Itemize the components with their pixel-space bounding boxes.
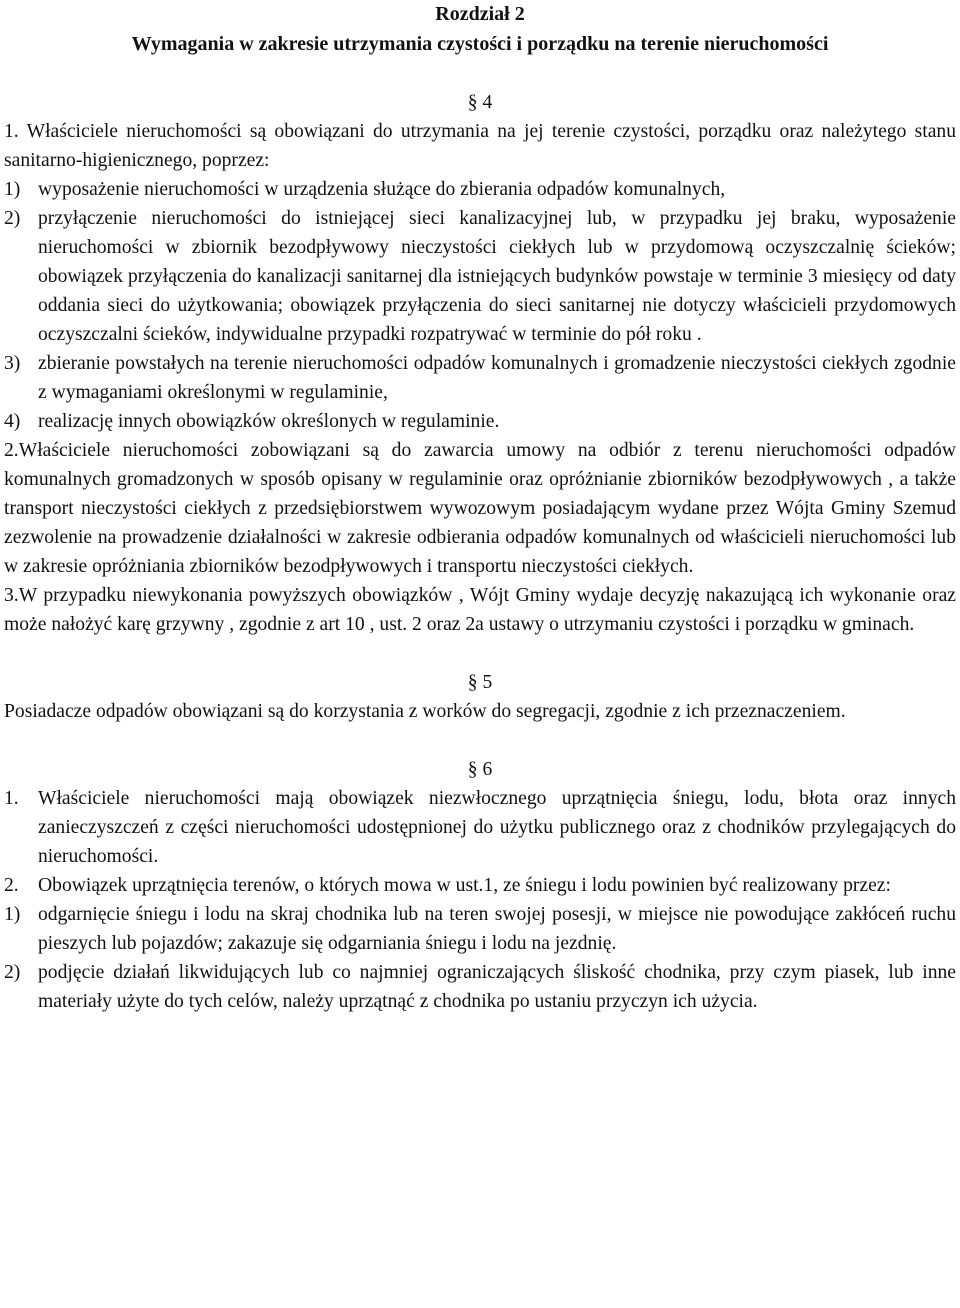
section-4-paragraph-2: 2.Właściciele nieruchomości zobowiązani są do zawarcia umowy na odbiór z terenu nieruchomości odpadów komunalnych gromadzonych w sposób opisany w regulaminie oraz opróżnianie zbiorników bezodpływowych , a także transport nieczystości ciekłych z przedsiębiorstwem wywozowym posiadającym wydane przez Wójta Gminy Szemud zezwolenie na prowadzenie działalności w zakresie odbierania odpadów komunalnych od właścicieli nieruchomości lub w zakresie opróżniania zbiorników bezodpływowych i transportu nieczystości ciekłych. [4, 440, 956, 577]
list-item-text: podjęcie działań likwidujących lub co najmniej ograniczających śliskość chodnika, przy czym piasek, lub inne materiały użyte do tych celów, należy uprzątnąć z chodnika po ustaniu przyczyn ich użycia. [38, 962, 956, 1012]
paragraph-text: Obowiązek uprzątnięcia terenów, o których mowa w ust.1, ze śniegu i lodu powinien być realizowany przez: [38, 875, 891, 896]
section-4-list-item [4, 349, 956, 407]
list-item-number: 2) [4, 962, 21, 983]
section-4-list-item [4, 407, 956, 436]
chapter-subtitle: Wymagania w zakresie utrzymania czystości i porządku na terenie nieruchomości [131, 33, 829, 55]
paragraph-number: 2. [4, 875, 19, 896]
list-item-number: 1) [4, 179, 21, 200]
list-item-number: 3) [4, 353, 21, 374]
list-item-text: przyłączenie nieruchomości do istniejącej sieci kanalizacyjnej lub, w przypadku jej braku, wyposażenie nieruchomości w zbiornik bezodpływowy nieczystości ciekłych lub w przydomową oczyszczalnię ścieków; obowiązek przyłączenia do kanalizacji sanitarnej dla istniejących budynków powstaje w terminie 3 miesięcy od daty oddania sieci do użytkowania; obowiązek przyłączenia do sieci sanitarnej nie dotyczy właścicieli przydomowych oczyszczalni ścieków, indywidualne przypadki rozpatrywać w terminie do pół roku . [38, 208, 956, 345]
spacer [4, 59, 956, 88]
section-4-number: § 4 [467, 92, 493, 113]
document-page [4, 0, 956, 1016]
section-6-list-item [4, 900, 956, 958]
section-6-paragraph-1 [4, 784, 956, 871]
section-6-paragraph-2 [4, 871, 956, 900]
section-5-text: Posiadacze odpadów obowiązani są do korzystania z worków do segregacji, zgodnie z ich przeznaczeniem. [4, 701, 846, 722]
section-4-list-item [4, 175, 956, 204]
list-item-number: 2) [4, 208, 21, 229]
section-4-paragraph-1-intro: 1. Właściciele nieruchomości są obowiązani do utrzymania na jej terenie czystości, porządku oraz należytego stanu sanitarno-higienicznego, poprzez: [4, 121, 956, 171]
chapter-title: Rozdział 2 [435, 3, 525, 25]
list-item-text: zbieranie powstałych na terenie nieruchomości odpadów komunalnych i gromadzenie nieczystości ciekłych zgodnie z wymaganiami określonymi w regulaminie, [38, 353, 956, 403]
paragraph-text: Właściciele nieruchomości mają obowiązek niezwłocznego uprzątnięcia śniegu, lodu, błota oraz innych zanieczyszczeń z części nieruchomości udostępnionej do użytku publicznego oraz z chodników przylegających do nieruchomości. [38, 788, 956, 867]
section-4-list-item [4, 204, 956, 349]
list-item-number: 1) [4, 904, 21, 925]
spacer [4, 639, 956, 668]
list-item-text: odgarnięcie śniegu i lodu na skraj chodnika lub na teren swojej posesji, w miejsce nie powodujące zakłóceń ruchu pieszych lub pojazdów; zakazuje się odgarniania śniegu i lodu na jezdnię. [38, 904, 956, 954]
spacer [4, 726, 956, 755]
list-item-text: realizację innych obowiązków określonych w regulaminie. [38, 411, 500, 432]
list-item-text: wyposażenie nieruchomości w urządzenia służące do zbierania odpadów komunalnych, [38, 179, 726, 200]
list-item-number: 4) [4, 411, 21, 432]
paragraph-number: 1. [4, 788, 19, 809]
section-4-paragraph-3: 3.W przypadku niewykonania powyższych obowiązków , Wójt Gminy wydaje decyzję nakazującą ich wykonanie oraz może nałożyć karę grzywny , zgodnie z art 10 , ust. 2 oraz 2a ustawy o utrzymaniu czystości i porządku w gminach. [4, 585, 956, 635]
section-6-list-item [4, 958, 956, 1016]
section-6-number: § 6 [467, 759, 493, 780]
section-5-number: § 5 [467, 672, 493, 693]
